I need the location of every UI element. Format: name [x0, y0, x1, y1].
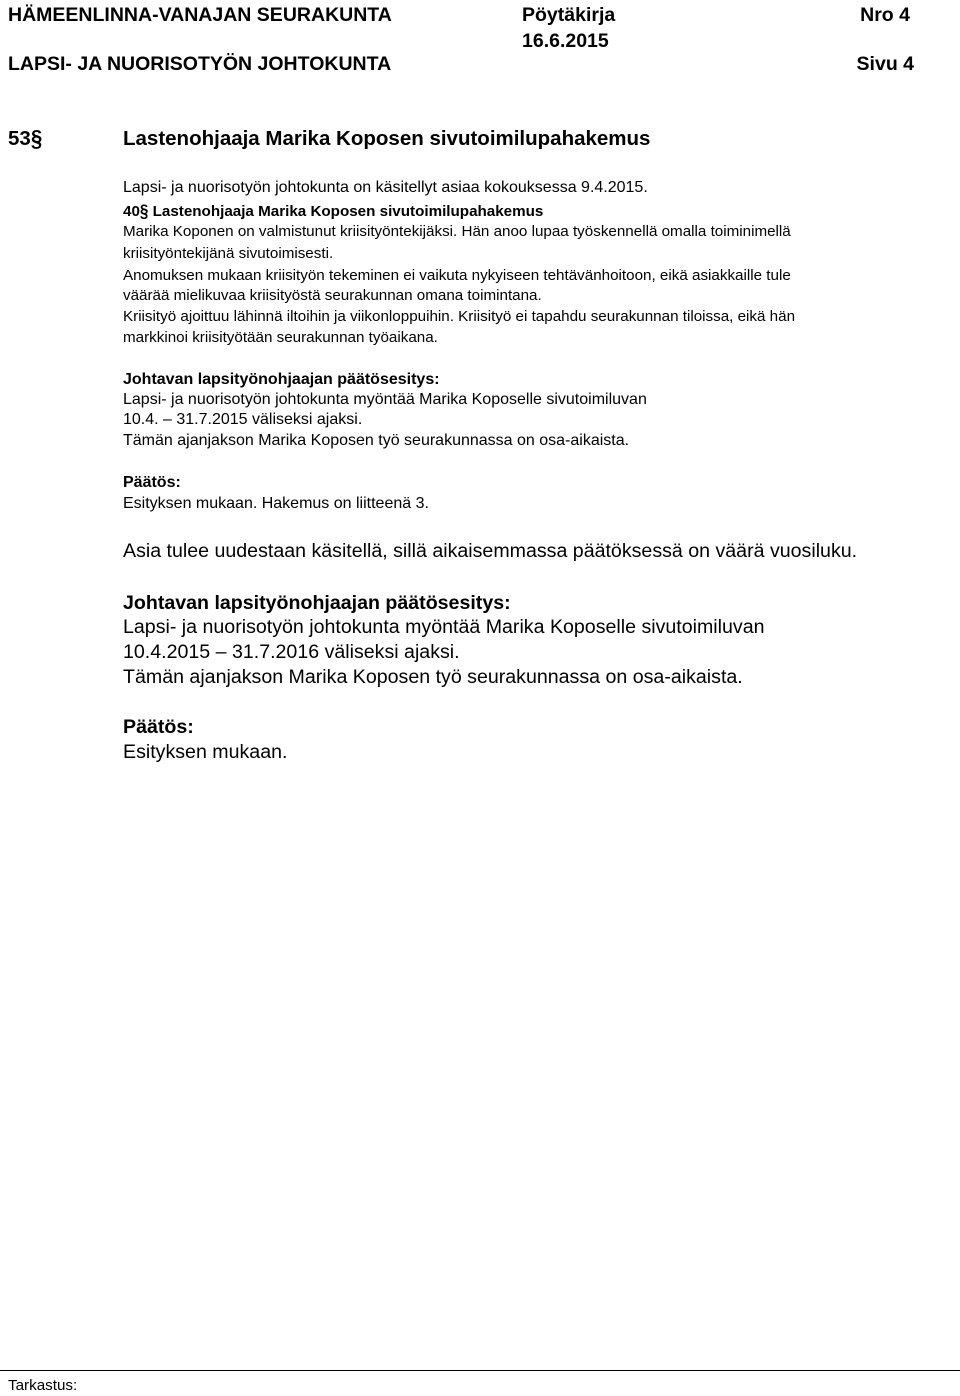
previous-proposal-line-3: Tämän ajanjakson Marika Koposen työ seurakunnassa on osa-aikaista.	[123, 432, 630, 449]
proposal-heading: Johtavan lapsityönohjaajan päätösesitys:	[123, 592, 511, 614]
previous-proposal-line-1: Lapsi- ja nuorisotyön johtokunta myöntää Marika Koposelle sivutoimiluvan	[123, 391, 647, 408]
organization-name: HÄMEENLINNA-VANAJAN SEURAKUNTA	[8, 4, 392, 26]
previous-section-sign: §	[139, 201, 149, 222]
previous-item-heading	[123, 202, 543, 222]
minutes-number: Nro 4	[860, 4, 910, 26]
previous-intro: Lapsi- ja nuorisotyön johtokunta on käsitellyt asiaa kokouksessa 9.4.2015.	[123, 179, 648, 196]
previous-item-title: Lastenohjaaja Marika Koposen sivutoimilupahakemus	[152, 203, 544, 220]
previous-proposal-heading: Johtavan lapsityönohjaajan päätösesitys:	[123, 371, 440, 388]
previous-line-5: Kriisityö ajoittuu lähinnä iltoihin ja viikonloppuihin. Kriisityö ei tapahdu seurakunnan tiloissa, eikä hän	[123, 308, 796, 325]
proposal-line-3: Tämän ajanjakson Marika Koposen työ seurakunnassa on osa-aikaista.	[123, 666, 743, 688]
item-number: 53	[8, 127, 31, 150]
proposal-line-2: 10.4.2015 – 31.7.2016 väliseksi ajaksi.	[123, 641, 460, 663]
item-heading	[8, 127, 42, 151]
item-title: Lastenohjaaja Marika Koposen sivutoimilupahakemus	[123, 127, 651, 150]
previous-proposal-line-2: 10.4. – 31.7.2015 väliseksi ajaksi.	[123, 411, 363, 428]
page-number: Sivu 4	[856, 53, 914, 75]
previous-line-1: Marika Koponen on valmistunut kriisityöntekijäksi. Hän anoo lupaa työskennellä omalla toiminimellä	[123, 223, 791, 240]
section-sign: §	[30, 125, 43, 152]
proposal-line-1: Lapsi- ja nuorisotyön johtokunta myöntää Marika Koposelle sivutoimiluvan	[123, 616, 765, 638]
previous-decision-heading: Päätös:	[123, 474, 181, 491]
previous-decision-text: Esityksen mukaan. Hakemus on liitteenä 3.	[123, 495, 429, 512]
previous-line-4: väärää mielikuvaa kriisityöstä seurakunnan omana toimintana.	[123, 287, 542, 304]
decision-text: Esityksen mukaan.	[123, 741, 288, 763]
document-type: Pöytäkirja	[522, 4, 616, 26]
previous-line-2: kriisityöntekijänä sivutoimisesti.	[123, 245, 334, 262]
checked-label: Tarkastus:	[8, 1377, 78, 1394]
reconsideration-note: Asia tulee uudestaan käsitellä, sillä aikaisemmassa päätöksessä on väärä vuosiluku.	[123, 540, 858, 562]
previous-line-3: Anomuksen mukaan kriisityön tekeminen ei vaikuta nykyiseen tehtävänhoitoon, eikä asiakkaille tule	[123, 267, 791, 284]
footer-divider	[0, 1370, 960, 1371]
decision-heading: Päätös:	[123, 716, 194, 738]
previous-item-number: 40	[123, 203, 140, 220]
meeting-date: 16.6.2015	[522, 30, 609, 52]
previous-line-6: markkinoi kriisityötään seurakunnan työaikana.	[123, 329, 438, 346]
board-name: LAPSI- JA NUORISOTYÖN JOHTOKUNTA	[8, 53, 392, 75]
